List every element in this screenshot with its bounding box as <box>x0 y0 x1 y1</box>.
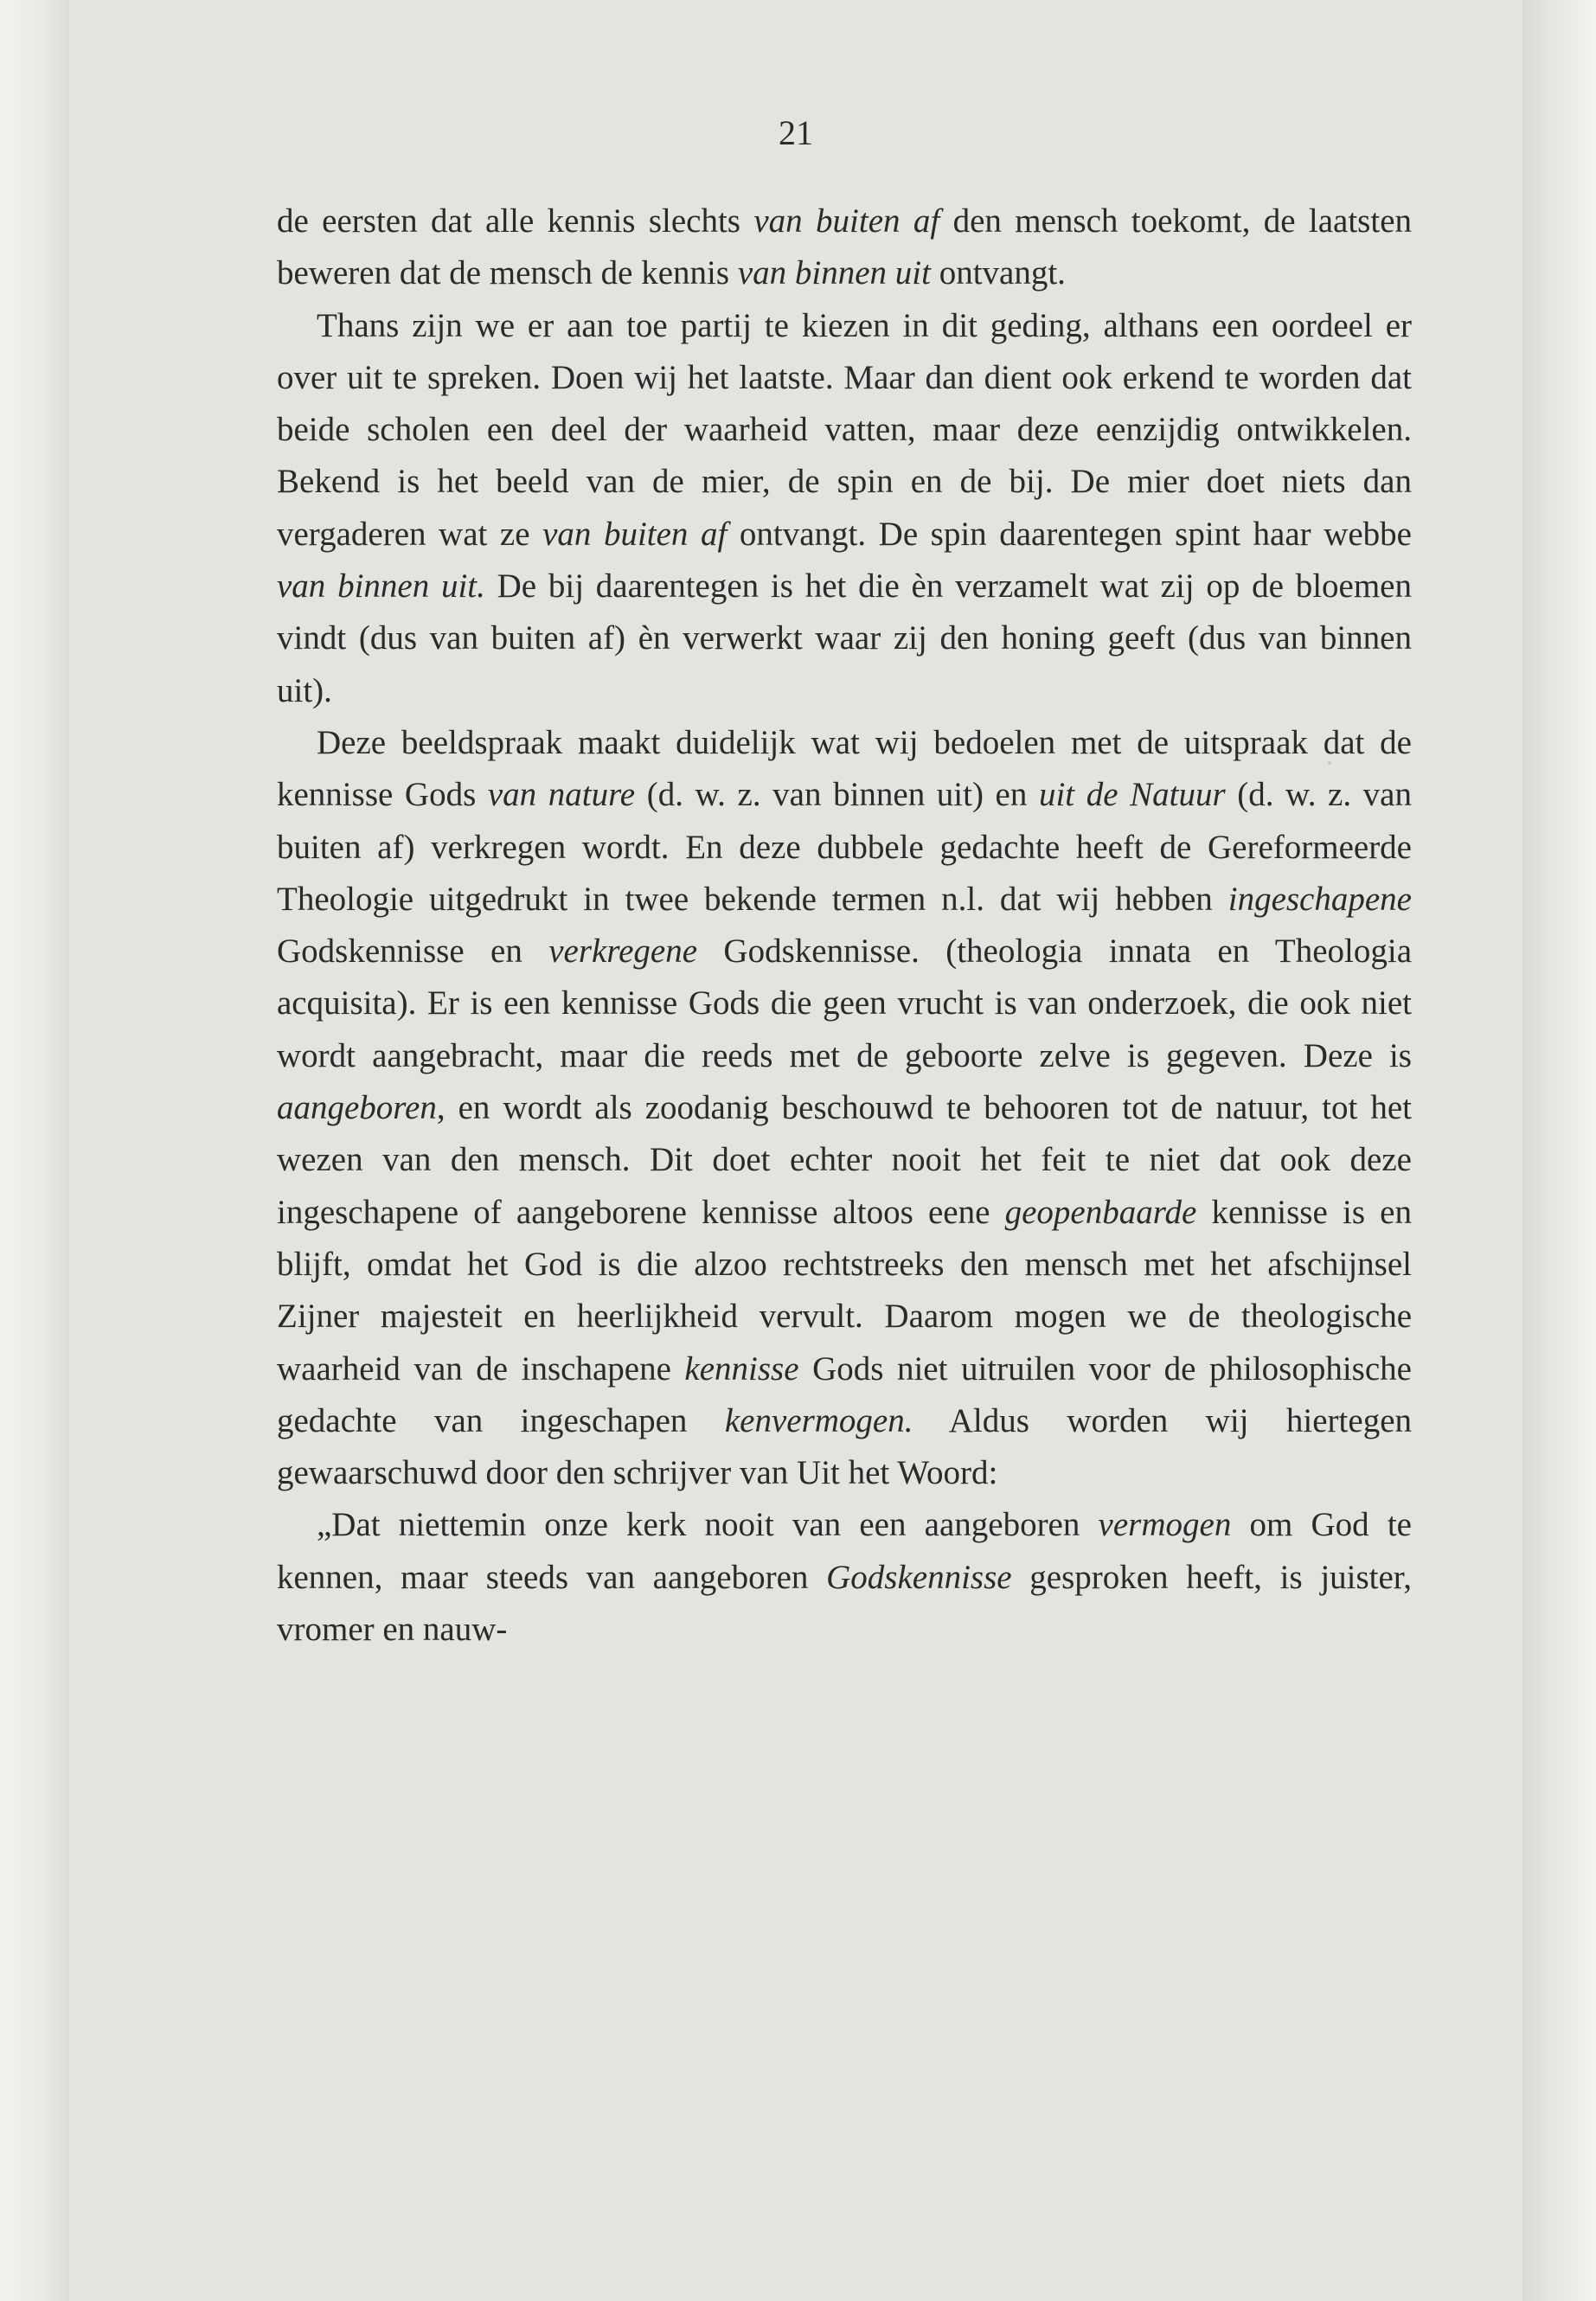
text-run: De bij daarentegen is het die èn verzamelt wat zij op de bloemen vindt (dus van buiten af) èn verwerkt waar zij den honing geeft (dus van binnen uit). <box>277 567 1412 709</box>
text-run: Deze beeldspraak maakt duidelijk wat wij bedoelen met de uitspraak dat de kennisse Gods <box>277 723 1412 814</box>
scan-margin-left <box>0 0 69 2301</box>
paragraph <box>277 195 1412 300</box>
scan-speck <box>1216 1009 1221 1015</box>
text-run: ontvangt. De spin daarentegen spint haar webbe <box>727 515 1412 553</box>
text-run: Thans zijn we er aan toe partij te kiezen in dit geding, althans een oordeel er over uit te spreken. Doen wij het laatste. Maar dan dient ook erkend te worden dat beide scholen een deel der waarheid vatten, maar deze eenzijdig ontwikkelen. Bekend is het beeld van de mier, de spin en de bij. De mier doet niets dan vergaderen wat ze <box>277 306 1412 553</box>
text-run: kennisse is en blijft, omdat het God is die alzoo rechtstreeks den mensch met het afschijnsel Zijner majesteit en heerlijkheid vervult. Daarom mogen we de theologische waarheid van de inschapene <box>277 1193 1412 1388</box>
italic-text: van buiten af <box>753 202 940 240</box>
text-run: Aldus worden wij hiertegen gewaarschuwd door den schrijver van Uit het Woord: <box>277 1401 1413 1492</box>
scan-margin-right <box>1522 0 1596 2301</box>
italic-text: vermogen <box>1098 1506 1232 1544</box>
text-run: Godskennisse. (theologia innata en Theologia acquisita). Er is een kennisse Gods die geen vrucht is van onderzoek, die ook niet wordt aangebracht, maar die reeds met de geboorte zelve is gegeven. Deze is <box>277 933 1412 1074</box>
italic-text: kennisse <box>684 1349 799 1388</box>
page-number: 21 <box>779 113 813 152</box>
text-run: de eersten dat alle kennis slechts <box>277 202 754 240</box>
text-run: (d. w. z. van binnen uit) en <box>635 776 1039 814</box>
italic-text: aangeboren <box>277 1089 437 1127</box>
italic-text: geopenbaarde <box>1004 1193 1197 1231</box>
text-run: den mensch toekomt, de laatsten beweren dat de mensch de kennis <box>277 202 1413 292</box>
text-run: (d. w. z. van buiten af) verkregen wordt. En deze dubbele gedachte heeft de Gereformeerde Theologie uitgedrukt in twee bekende termen n.l. dat wij hebben <box>277 776 1412 918</box>
italic-text: van binnen uit <box>737 254 931 292</box>
paragraph <box>277 300 1412 717</box>
paragraph <box>277 717 1412 1499</box>
scan-speck <box>1328 761 1331 765</box>
italic-text: van nature <box>487 776 636 814</box>
italic-text: van binnen uit. <box>277 567 485 606</box>
scan-speck <box>1279 746 1283 750</box>
text-run: gesproken heeft, is juister, vromer en nauw- <box>277 1558 1412 1649</box>
italic-text: ingeschapene <box>1227 880 1412 918</box>
text-run: Gods niet uitruilen voor de philosophische gedachte van ingeschapen <box>277 1349 1412 1439</box>
book-page <box>69 0 1522 2301</box>
text-run: Godskennisse en <box>277 933 549 971</box>
paragraph <box>277 1499 1412 1656</box>
italic-text: uit de Natuur <box>1038 776 1226 814</box>
body-text <box>277 195 1412 1656</box>
text-run: ontvangt. <box>930 254 1066 292</box>
text-run: om God te kennen, maar steeds van aangeboren <box>277 1506 1412 1596</box>
italic-text: kenvermogen. <box>724 1401 913 1439</box>
italic-text: Godskennisse <box>826 1558 1012 1596</box>
italic-text: van buiten af <box>542 515 727 553</box>
text-run: „Dat niettemin onze kerk nooit van een aangeboren <box>317 1506 1099 1544</box>
text-run: , en wordt als zoodanig beschouwd te behooren tot de natuur, tot het wezen van den mensch. Dit doet echter nooit het feit te niet dat ook deze ingeschapene of aangeborene kennisse altoos eene <box>277 1089 1412 1231</box>
italic-text: verkregene <box>548 933 698 971</box>
